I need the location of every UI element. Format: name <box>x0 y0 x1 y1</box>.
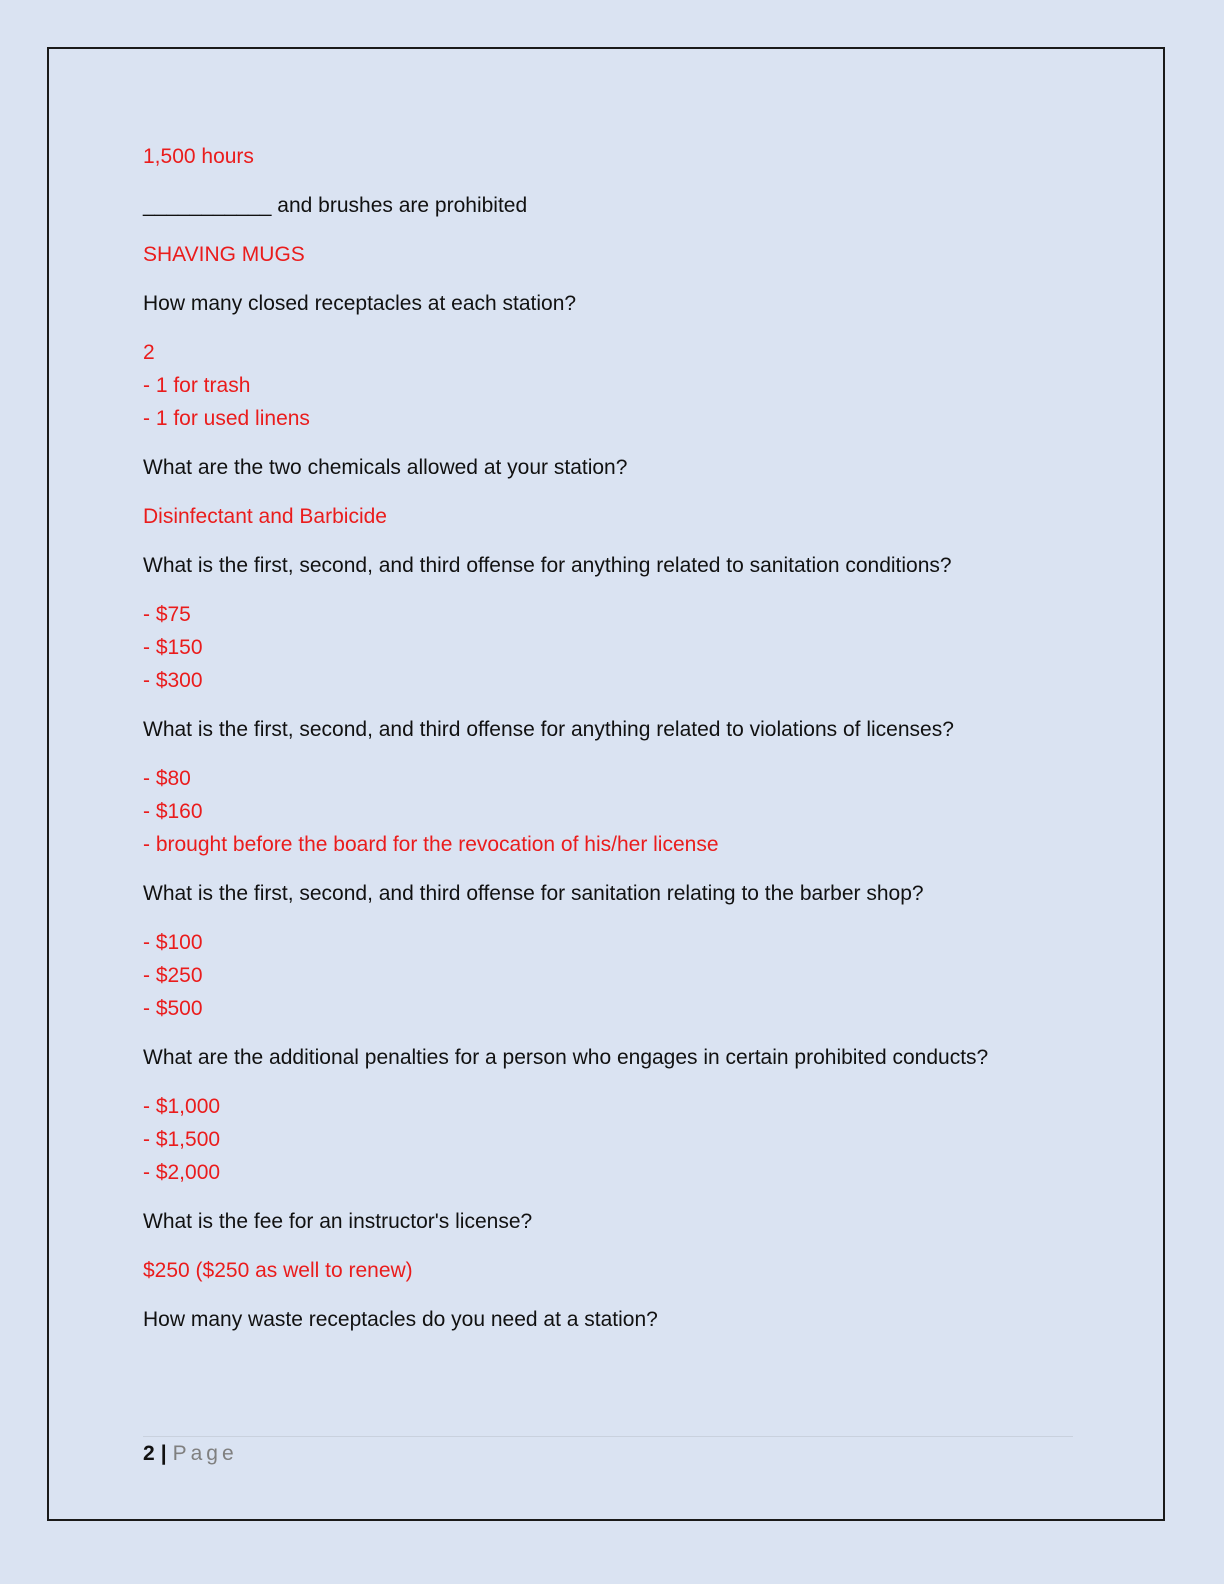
answer-line: - $160 <box>143 800 203 823</box>
footer-page-label: Page <box>172 1442 238 1465</box>
footer-separator: | <box>160 1442 167 1465</box>
answer-line: - $1,500 <box>143 1128 221 1151</box>
question-line: How many closed receptacles at each station? <box>143 292 577 315</box>
question-line: ___________ and brushes are prohibited <box>143 194 528 217</box>
answer-line: - $1,000 <box>143 1095 221 1118</box>
answer-line: - $300 <box>143 669 203 692</box>
answer-line: - $150 <box>143 636 203 659</box>
answer-line: - $500 <box>143 997 203 1020</box>
answer-line: 1,500 hours <box>143 145 254 168</box>
page-number: 2 <box>143 1442 155 1465</box>
question-line: What is the first, second, and third offense for anything related to violations of licenses? <box>143 718 954 741</box>
answer-line: - 1 for trash <box>143 374 251 397</box>
answer-line: - $75 <box>143 603 191 626</box>
question-line: How many waste receptacles do you need at a station? <box>143 1308 658 1331</box>
answer-line: - $250 <box>143 964 203 987</box>
answer-line: 2 <box>143 341 155 364</box>
question-line: What are the additional penalties for a person who engages in certain prohibited conducts? <box>143 1046 989 1069</box>
page-footer <box>143 1440 238 1468</box>
answer-line: $250 ($250 as well to renew) <box>143 1259 413 1282</box>
answer-line: - $2,000 <box>143 1161 221 1184</box>
answer-line: SHAVING MUGS <box>143 243 305 266</box>
answer-line: Disinfectant and Barbicide <box>143 505 387 528</box>
answer-line: - $100 <box>143 931 203 954</box>
answer-line: - brought before the board for the revocation of his/her license <box>143 833 719 856</box>
document-body <box>143 140 1073 1352</box>
question-line: What is the first, second, and third offense for sanitation relating to the barber shop? <box>143 882 924 905</box>
answer-line: - $80 <box>143 767 191 790</box>
question-line: What are the two chemicals allowed at your station? <box>143 456 628 479</box>
question-line: What is the first, second, and third offense for anything related to sanitation conditions? <box>143 554 952 577</box>
question-line: What is the fee for an instructor's license? <box>143 1210 533 1233</box>
answer-line: - 1 for used linens <box>143 407 310 430</box>
footer-divider <box>143 1436 1073 1437</box>
